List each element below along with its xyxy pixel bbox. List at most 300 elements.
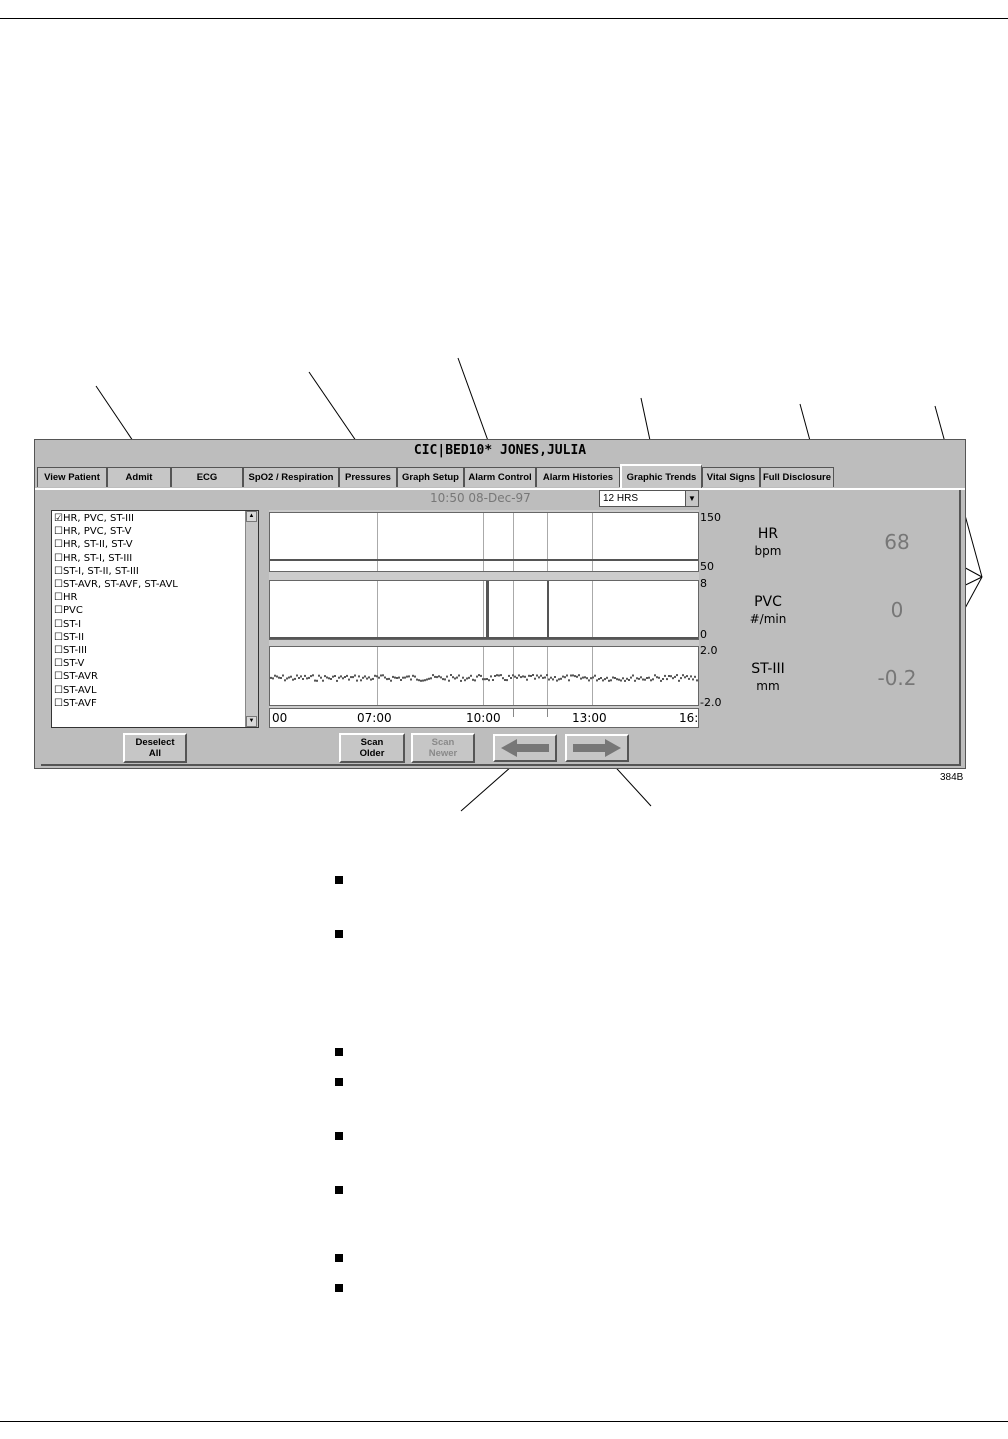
st-trend-point	[584, 676, 586, 678]
st-trend-point	[564, 676, 566, 678]
st-trend-point	[620, 680, 622, 682]
parameter-group-list[interactable]	[51, 510, 259, 728]
st-trend-point	[666, 678, 668, 680]
st-trend-point	[640, 676, 642, 678]
st-trend-point	[334, 675, 336, 677]
st-trend-point	[672, 677, 674, 679]
st-trend-point	[274, 675, 276, 677]
st-unit: mm	[756, 679, 780, 693]
st-trend-point	[484, 678, 486, 680]
st-trend-point	[590, 677, 592, 679]
st-trend-point	[344, 676, 346, 678]
st-trend-point	[444, 678, 446, 680]
st-trend-point	[674, 676, 676, 678]
st-trend-point	[636, 677, 638, 679]
st-trend-point	[470, 675, 472, 677]
parameter-label: ST-V	[62, 658, 85, 670]
bullet-marker	[335, 1048, 343, 1056]
st-trend-point	[526, 679, 528, 681]
parameter-label: HR	[62, 592, 78, 604]
st-trend-point	[432, 674, 434, 676]
st-trend-point	[410, 679, 412, 681]
st-trend-point	[580, 678, 582, 680]
st-trend-point	[630, 677, 632, 679]
st-trend-point	[456, 677, 458, 679]
list-scrollbar[interactable]	[245, 511, 258, 727]
st-trend-point	[644, 679, 646, 681]
st-trend-point	[654, 674, 656, 676]
st-trend-point	[458, 675, 460, 677]
st-trend-point	[686, 675, 688, 677]
hr-value: 68	[884, 530, 910, 554]
st-trend-point	[330, 678, 332, 680]
parameter-list-item[interactable]	[54, 578, 178, 591]
st-trend-point	[478, 674, 480, 676]
st-trend-point	[350, 676, 352, 678]
st-trend-point	[314, 680, 316, 682]
st-trend-point	[676, 674, 678, 676]
st-trend-point	[494, 675, 496, 677]
st-trend-point	[426, 679, 428, 681]
st-trend-point	[348, 679, 350, 681]
st-trend-point	[360, 679, 362, 681]
st-trend-point	[326, 677, 328, 679]
st-trend-point	[692, 678, 694, 680]
st-trend-point	[664, 675, 666, 677]
st-trend-point	[332, 676, 334, 678]
st-trend-point	[530, 675, 532, 677]
st-trend-point	[464, 679, 466, 681]
st-trend-point	[642, 679, 644, 681]
st-trend-point	[382, 674, 384, 676]
st-trend-point	[694, 676, 696, 678]
pvc-trend-baseline	[270, 637, 699, 639]
st-trend-point	[450, 674, 452, 676]
parameter-label: ST-II	[62, 631, 85, 643]
pvc-trend-pane	[269, 580, 699, 640]
parameter-list-item[interactable]	[54, 525, 178, 538]
st-trend-point	[536, 675, 538, 677]
st-trend-point	[684, 676, 686, 678]
st-trend-point	[566, 675, 568, 677]
st-trend-point	[598, 678, 600, 680]
st-trend-point	[490, 675, 492, 677]
checkbox-icon[interactable]: ☐	[54, 605, 63, 617]
checkbox-icon[interactable]: ☐	[54, 684, 63, 696]
parameter-label: PVC	[62, 605, 83, 617]
scan-newer-button[interactable]: Scan Newer	[411, 733, 475, 763]
st-trend-point	[646, 677, 648, 679]
st-trend-point	[532, 674, 534, 676]
bullet-marker	[335, 1132, 343, 1140]
bullet-marker	[335, 1078, 343, 1086]
parameter-label: ST-I, ST-II, ST-III	[62, 565, 139, 577]
checkbox-icon[interactable]: ☐	[54, 618, 63, 630]
st-trend-point	[448, 680, 450, 682]
st-trend-point	[606, 677, 608, 679]
time-label: 00	[272, 711, 288, 725]
st-trend-point	[552, 678, 554, 680]
st-trend-point	[280, 677, 282, 679]
st-trend-point	[492, 679, 494, 681]
st-trend-point	[364, 675, 366, 677]
figure-code: 384B	[940, 772, 964, 783]
hr-scale-max: 150	[700, 511, 721, 524]
st-trend-point	[296, 675, 298, 677]
st-trend-point	[528, 675, 530, 677]
st-trend-point	[384, 677, 386, 679]
parameter-list-item[interactable]	[54, 644, 178, 657]
st-trend-point	[362, 677, 364, 679]
checkbox-icon[interactable]: ☐	[54, 552, 63, 564]
st-trend-point	[308, 677, 310, 679]
st-trend-point	[272, 677, 274, 679]
st-trend-point	[398, 677, 400, 679]
st-trend-point	[328, 677, 330, 679]
scroll-down-icon[interactable]: ▼	[246, 716, 257, 727]
st-trend-point	[428, 678, 430, 680]
st-trend-point	[404, 677, 406, 679]
st-trend-point	[454, 678, 456, 680]
st-trend-point	[550, 677, 552, 679]
st-trend-point	[486, 678, 488, 680]
checkbox-icon[interactable]: ☐	[54, 697, 63, 709]
st-trend-point	[400, 679, 402, 681]
st-trend-point	[284, 679, 286, 681]
st-trend-point	[418, 679, 420, 681]
tab-alarm-control[interactable]: Alarm Control	[464, 467, 536, 487]
st-trend-point	[452, 676, 454, 678]
st-trend-point	[394, 677, 396, 679]
deselect-all-button[interactable]: Deselect All	[123, 733, 187, 763]
checkbox-icon[interactable]: ☐	[54, 592, 63, 604]
st-trend-point	[682, 674, 684, 676]
checkbox-icon[interactable]: ☐	[54, 631, 63, 643]
st-trend-point	[546, 674, 548, 676]
st-trend-point	[298, 677, 300, 679]
st-trend-point	[422, 680, 424, 682]
st-trend-point	[468, 677, 470, 679]
st-trend-point	[310, 675, 312, 677]
st-trend-point	[508, 675, 510, 677]
arrow-left-icon	[495, 736, 555, 760]
st-trend-point	[572, 674, 574, 676]
st-trend-point	[604, 678, 606, 680]
st-trend-point	[514, 676, 516, 678]
st-trend-point	[320, 677, 322, 679]
st-trend-point	[286, 678, 288, 680]
st-trend-point	[624, 680, 626, 682]
st-trend-pane	[269, 646, 699, 706]
st-trend-point	[340, 675, 342, 677]
st-trend-point	[372, 678, 374, 680]
checkbox-icon[interactable]: ☐	[54, 539, 63, 551]
parameter-list-item[interactable]	[54, 697, 178, 710]
parameter-label: HR, PVC, ST-III	[62, 513, 134, 524]
st-trend-point	[520, 676, 522, 678]
st-trend-point	[660, 680, 662, 682]
scroll-up-icon[interactable]: ▲	[246, 511, 257, 522]
parameter-label: HR, ST-II, ST-V	[62, 539, 133, 551]
st-trend-point	[356, 680, 358, 682]
st-trend-point	[600, 677, 602, 679]
st-trend-point	[680, 677, 682, 679]
st-trend-point	[376, 675, 378, 677]
st-trend-point	[270, 677, 272, 679]
st-trend-point	[576, 676, 578, 678]
st-trend-point	[388, 678, 390, 680]
st-trend-point	[512, 674, 514, 676]
tab-vital-signs[interactable]: Vital Signs	[702, 467, 760, 487]
bullet-marker	[335, 1284, 343, 1292]
st-trend-point	[574, 675, 576, 677]
st-trend-point	[430, 677, 432, 679]
tab-ecg[interactable]: ECG	[171, 467, 243, 487]
parameter-label: ST-AVL	[62, 684, 97, 696]
st-trend-point	[292, 679, 294, 681]
st-trend-point	[276, 676, 278, 678]
parameter-label: ST-AVR	[62, 671, 98, 683]
window-title: CIC|BED10* JONES,JULIA	[35, 440, 965, 462]
st-trend-point	[416, 679, 418, 681]
st-trend-plot	[270, 647, 699, 706]
st-trend-point	[628, 679, 630, 681]
st-trend-point	[586, 677, 588, 679]
tab-graph-setup[interactable]: Graph Setup	[397, 467, 464, 487]
checkbox-icon[interactable]: ☐	[54, 671, 63, 683]
parameter-list-item[interactable]	[54, 631, 178, 644]
pvc-trend-spike	[547, 581, 549, 639]
st-trend-point	[466, 678, 468, 680]
st-trend-point	[336, 680, 338, 682]
st-trend-point	[322, 680, 324, 682]
time-label: 10:00	[466, 711, 501, 725]
st-scale-min: -2.0	[700, 696, 722, 709]
st-label: ST-III	[751, 661, 785, 677]
st-trend-point	[544, 677, 546, 679]
st-trend-point	[696, 679, 698, 681]
st-trend-point	[538, 676, 540, 678]
st-trend-point	[522, 675, 524, 677]
st-trend-point	[570, 675, 572, 677]
time-range-value: 12 HRS	[603, 493, 639, 504]
st-trend-point	[294, 678, 296, 680]
st-trend-point	[460, 680, 462, 682]
st-trend-point	[556, 680, 558, 682]
st-trend-point	[618, 679, 620, 681]
st-trend-point	[354, 675, 356, 677]
st-trend-point	[386, 678, 388, 680]
scroll-right-button[interactable]	[565, 734, 629, 762]
pvc-trend-spike	[486, 581, 489, 639]
st-trend-point	[374, 675, 376, 677]
time-label: 07:00	[357, 711, 392, 725]
parameter-list-item[interactable]	[54, 657, 178, 670]
st-trend-point	[378, 677, 380, 679]
st-trend-point	[474, 679, 476, 681]
st-trend-point	[420, 680, 422, 682]
current-datetime: 10:50 08-Dec-97	[430, 491, 531, 505]
st-trend-point	[568, 679, 570, 681]
bullet-marker	[335, 1186, 343, 1194]
tab-graphic-trends[interactable]: Graphic Trends	[620, 464, 702, 488]
st-trend-point	[558, 678, 560, 680]
st-trend-point	[300, 675, 302, 677]
st-trend-point	[282, 675, 284, 677]
parameter-label: ST-AVF	[62, 697, 97, 709]
st-trend-point	[324, 675, 326, 677]
st-trend-point	[652, 678, 654, 680]
st-trend-point	[638, 678, 640, 680]
st-trend-point	[622, 677, 624, 679]
st-trend-point	[358, 675, 360, 677]
checkbox-icon[interactable]: ☐	[54, 645, 63, 657]
st-trend-point	[518, 674, 520, 676]
tab-full-disclosure[interactable]: Full Disclosure	[760, 467, 834, 487]
st-trend-point	[656, 676, 658, 678]
st-trend-point	[690, 675, 692, 677]
parameter-list-item[interactable]	[54, 512, 178, 525]
st-trend-point	[612, 677, 614, 679]
parameter-label: ST-AVR, ST-AVF, ST-AVL	[62, 579, 178, 591]
st-trend-point	[670, 675, 672, 677]
st-trend-point	[610, 679, 612, 681]
parameter-list-item[interactable]	[54, 552, 178, 565]
st-trend-point	[698, 678, 699, 680]
parameter-list-item[interactable]	[54, 591, 178, 604]
st-trend-point	[616, 678, 618, 680]
st-trend-point	[516, 677, 518, 679]
st-trend-point	[304, 675, 306, 677]
st-trend-point	[562, 676, 564, 678]
st-trend-point	[392, 676, 394, 678]
checkbox-icon[interactable]: ☐	[54, 526, 63, 538]
scan-older-button[interactable]: Scan Older	[339, 733, 405, 763]
st-trend-point	[534, 678, 536, 680]
st-trend-point	[510, 677, 512, 679]
st-trend-point	[352, 676, 354, 678]
hr-unit: bpm	[754, 544, 782, 558]
bullet-marker	[335, 1254, 343, 1262]
time-axis	[269, 708, 699, 728]
st-trend-point	[614, 677, 616, 679]
st-trend-point	[318, 675, 320, 677]
checkbox-checked-icon[interactable]: ☑	[54, 513, 63, 524]
parameter-list-item[interactable]	[54, 618, 178, 631]
st-trend-point	[582, 677, 584, 679]
time-range-select[interactable]	[599, 490, 699, 507]
tab-view-patient[interactable]: View Patient	[37, 467, 107, 487]
st-trend-point	[290, 676, 292, 678]
st-trend-point	[368, 676, 370, 678]
parameter-label: HR, ST-I, ST-III	[62, 552, 133, 564]
parameter-list-item[interactable]	[54, 670, 178, 683]
checkbox-icon[interactable]: ☐	[54, 565, 63, 577]
st-scale-max: 2.0	[700, 644, 718, 657]
st-trend-point	[596, 679, 598, 681]
tab-spo2-respiration[interactable]: SpO2 / Respiration	[243, 467, 339, 487]
st-trend-point	[312, 674, 314, 676]
st-trend-point	[602, 679, 604, 681]
hr-scale-min: 50	[700, 560, 714, 573]
st-trend-point	[390, 680, 392, 682]
parameter-list-items	[54, 512, 178, 710]
pvc-value: 0	[890, 598, 904, 622]
st-trend-point	[648, 677, 650, 679]
st-trend-point	[414, 676, 416, 678]
st-trend-point	[306, 677, 308, 679]
st-trend-point	[462, 677, 464, 679]
scroll-left-button[interactable]	[493, 734, 557, 762]
trend-graph-area	[269, 510, 699, 728]
pvc-scale-max: 8	[700, 577, 707, 590]
st-trend-point	[402, 677, 404, 679]
st-trend-point	[424, 679, 426, 681]
st-trend-point	[396, 677, 398, 679]
parameter-list-item[interactable]	[54, 604, 178, 617]
st-trend-point	[658, 677, 660, 679]
tab-admit[interactable]: Admit	[107, 467, 171, 487]
st-trend-point	[496, 674, 498, 676]
hr-trend-pane	[269, 512, 699, 572]
st-trend-point	[688, 678, 690, 680]
st-trend-point	[346, 675, 348, 677]
bullet-marker	[335, 930, 343, 938]
st-trend-point	[500, 674, 502, 676]
st-trend-point	[472, 679, 474, 681]
st-trend-point	[302, 678, 304, 680]
parameter-label: ST-I	[62, 618, 82, 630]
parameter-list-item[interactable]	[54, 538, 178, 551]
st-trend-point	[662, 678, 664, 680]
st-trend-point	[316, 680, 318, 682]
st-trend-point	[548, 679, 550, 681]
st-trend-point	[446, 676, 448, 678]
st-trend-point	[554, 676, 556, 678]
st-trend-point	[442, 678, 444, 680]
st-trend-point	[650, 679, 652, 681]
st-trend-point	[634, 680, 636, 682]
st-value: -0.2	[877, 666, 917, 690]
parameter-list-item[interactable]	[54, 565, 178, 578]
tab-pressures[interactable]: Pressures	[339, 467, 397, 487]
parameter-list-item[interactable]	[54, 684, 178, 697]
st-trend-point	[370, 679, 372, 681]
parameter-label: ST-III	[62, 645, 87, 657]
st-trend-point	[278, 677, 280, 679]
pvc-label: PVC	[754, 594, 782, 610]
st-trend-point	[288, 677, 290, 679]
st-trend-point	[608, 680, 610, 682]
st-trend-point	[438, 675, 440, 677]
st-trend-point	[678, 680, 680, 682]
arrow-right-icon	[567, 736, 627, 760]
dropdown-arrow-icon[interactable]: ▼	[685, 491, 698, 506]
st-trend-point	[440, 676, 442, 678]
st-trend-point	[342, 677, 344, 679]
st-trend-point	[338, 677, 340, 679]
st-trend-point	[540, 675, 542, 677]
st-trend-point	[578, 674, 580, 676]
st-trend-point	[668, 675, 670, 677]
st-trend-point	[594, 675, 596, 677]
checkbox-icon[interactable]: ☐	[54, 579, 63, 591]
checkbox-icon[interactable]: ☐	[54, 658, 63, 670]
st-trend-point	[502, 677, 504, 679]
st-trend-point	[488, 679, 490, 681]
tab-alarm-histories[interactable]: Alarm Histories	[536, 467, 620, 487]
st-trend-point	[434, 676, 436, 678]
